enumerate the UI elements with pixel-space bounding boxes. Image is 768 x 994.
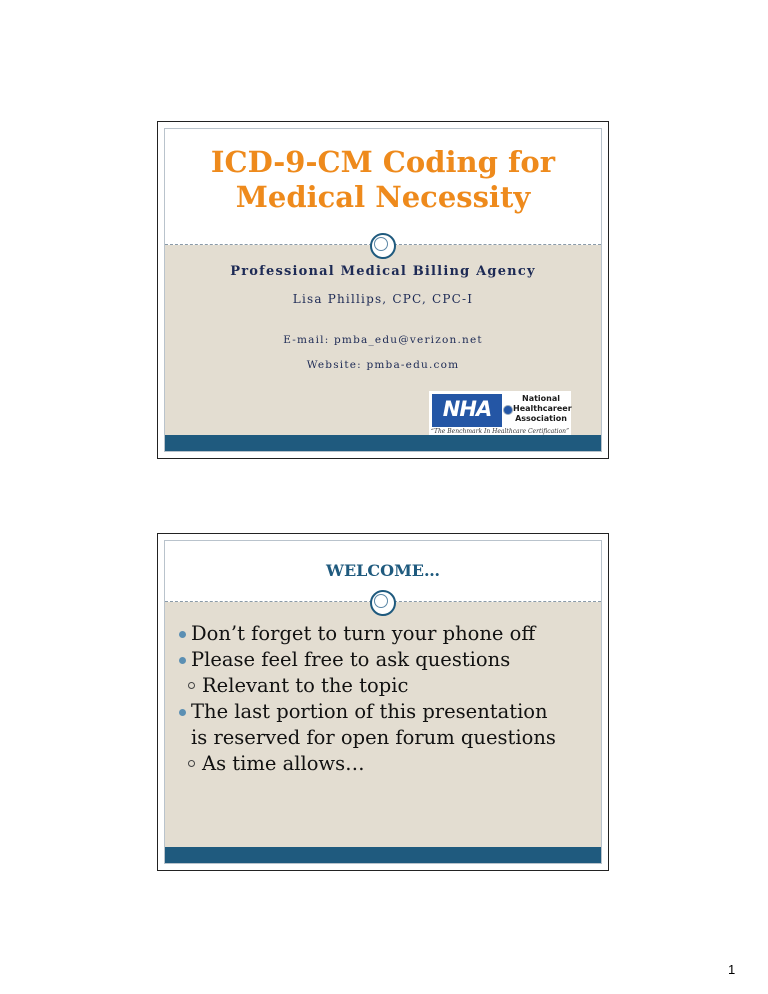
slide-2 [157,533,609,871]
slide-2-footer-bar [165,847,601,863]
presenter-name: Lisa Phillips, CPC, CPC-I [292,292,474,306]
slide-1-background [164,128,602,452]
nha-logo-name [513,394,572,424]
contact-email: E-mail: pmba_edu@verizon.net [283,334,483,346]
bullet-item: Don’t forget to turn your phone off [177,621,591,647]
divider-circle-icon [370,233,396,259]
slide-1-footer-bar [165,435,601,451]
welcome-bullet-list [177,621,591,777]
sub-bullet-item: As time allows… [177,751,591,777]
logo-name-line-1: National [522,394,560,403]
nha-logo-mark: NHA [432,394,502,424]
slide-2-title: WELCOME… [326,561,440,580]
seal-icon [503,405,513,415]
logo-name-line-2: Healthcareer [513,404,572,413]
organization-name: Professional Medical Billing Agency [230,264,536,279]
slide-1 [157,121,609,459]
divider-circle-icon [370,590,396,616]
bullet-item: The last portion of this presentation [177,699,591,725]
slide-1-title-band [165,129,601,245]
bullet-item: Please feel free to ask questions [177,647,591,673]
title-line-1: ICD-9-CM Coding for [210,145,556,179]
sub-bullet-item: Relevant to the topic [177,673,591,699]
nha-logo [429,391,571,437]
slide-2-background [164,540,602,864]
page-number: 1 [728,962,736,977]
bullet-item-continuation: is reserved for open forum questions [191,726,556,749]
title-line-2: Medical Necessity [235,180,531,214]
logo-name-line-3: Association [515,414,567,423]
slide-1-title [165,145,601,215]
nha-logo-tagline: “The Benchmark In Healthcare Certification” [430,428,570,435]
contact-website: Website: pmba-edu.com [306,359,460,371]
nha-logo-underline [432,424,502,427]
